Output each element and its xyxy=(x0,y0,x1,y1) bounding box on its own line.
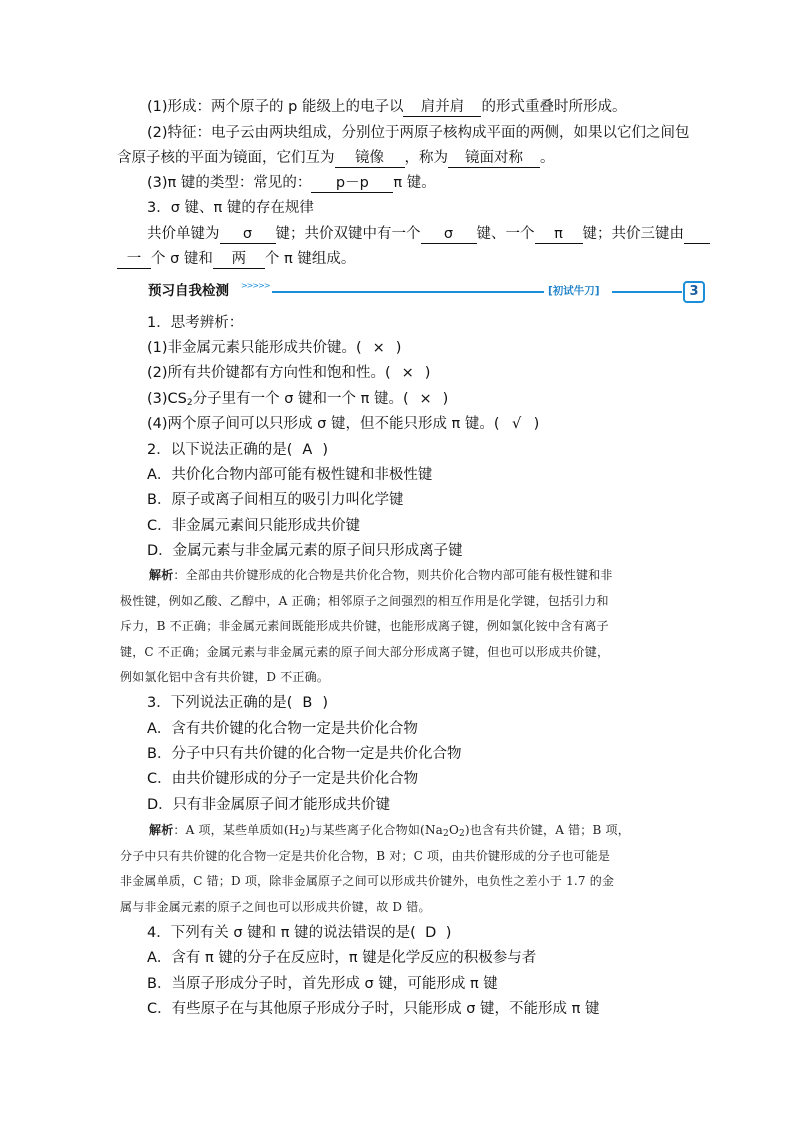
q3-explanation-line: 属与非金属元素的原子之间也可以形成共价键，故 D 错。 xyxy=(120,900,431,914)
answer: A xyxy=(302,442,313,458)
q1-item-1 xyxy=(147,338,401,358)
explanation-label: 解析 xyxy=(149,823,174,837)
text: 个 π 键组成。 xyxy=(264,251,356,267)
answer-blank: p－p xyxy=(311,174,393,193)
q2-option-d: D．金属元素与非金属元素的原子间只形成离子键 xyxy=(147,543,463,559)
q3-explanation-line xyxy=(149,821,630,843)
text: ) xyxy=(395,340,402,356)
explanation-label: 解析 xyxy=(149,568,174,582)
q3-option-b: B．分子中只有共价键的化合物一定是共价化合物 xyxy=(147,746,462,762)
subscript: 2 xyxy=(299,829,306,839)
q1-item-2 xyxy=(147,363,430,383)
text: 键；共价双键中有一个 xyxy=(275,226,421,242)
intro-line-feature: (2)特征：电子云由两块组成，分别位于两原子核构成平面的两侧，如果以它们之间包 xyxy=(147,125,690,141)
judgement-mark: × xyxy=(419,391,432,407)
text: ) xyxy=(322,442,329,458)
q1-item-4 xyxy=(147,414,539,434)
q4-option-c: C．有些原子在与其他原子形成分子时，只能形成 σ 键，不能形成 π 键 xyxy=(147,1001,600,1017)
text: (1)非金属元素只能形成共价键。( xyxy=(147,340,362,356)
banner-divider-right xyxy=(612,291,682,293)
q4-option-a: A．含有 π 键的分子在反应时，π 键是化学反应的积极参与者 xyxy=(147,950,537,966)
intro-line-pi-type xyxy=(147,173,436,193)
text: (3)CS xyxy=(147,391,187,407)
intro-line-triple-bond xyxy=(117,249,355,269)
text: 分子里有一个 σ 键和一个 π 键。( xyxy=(192,391,409,407)
subscript: 2 xyxy=(458,829,465,839)
text: (4)两个原子间可以只形成 σ 键，但不能只形成 π 键。( xyxy=(147,416,500,432)
text: ，称为 xyxy=(404,150,448,166)
subscript: 2 xyxy=(186,398,193,408)
q2-explanation-line: 键，C 不正确；金属元素与非金属元素的原子间大部分形成离子键，但也可以形成共价键， xyxy=(120,645,610,659)
q1-stem: 1．思考辨析： xyxy=(147,315,244,331)
answer-blank-continue xyxy=(684,225,710,244)
answer: B xyxy=(302,695,313,711)
q3-explanation-line: 非金属单质，C 错；D 项，除非金属原子之间可以形成共价键外，电负性之差小于 1.7 的金 xyxy=(120,874,615,888)
subscript: 2 xyxy=(443,829,449,839)
text: ) xyxy=(322,695,329,711)
q4-option-b: B．当原子形成分子时，首先形成 σ 键，可能形成 π 键 xyxy=(147,976,498,992)
text: 的形式重叠时所形成。 xyxy=(481,99,627,115)
text: ) xyxy=(424,365,431,381)
banner-arrows: >>>>> xyxy=(241,281,270,290)
q2-option-b: B．原子或离子间相互的吸引力叫化学键 xyxy=(147,492,404,508)
text: 2．以下说法正确的是( xyxy=(147,442,293,458)
text: )与某些离子化合物如(Na xyxy=(305,823,443,837)
q3-stem xyxy=(147,693,328,713)
section-banner xyxy=(148,280,706,302)
text: ：全部由共价键形成的化合物是共价化合物，则共价化合物内部可能有极性键和非 xyxy=(173,568,613,582)
banner-number: 3 xyxy=(683,281,705,303)
text: ) xyxy=(445,925,452,941)
answer-blank: 镜面对称 xyxy=(448,149,540,168)
answer-blank: 一 xyxy=(117,250,151,269)
intro-line-bond-rules xyxy=(147,224,710,244)
text: )也含有共价键，A 错；B 项， xyxy=(464,823,630,837)
q3-option-a: A．含有共价键的化合物一定是共价化合物 xyxy=(147,721,418,737)
q2-stem xyxy=(147,440,328,460)
judgement-mark: √ xyxy=(511,416,522,432)
text: (3)π 键的类型：常见的： xyxy=(147,175,312,191)
q2-option-a: A．共价化合物内部可能有极性键和非极性键 xyxy=(147,467,433,483)
text: (2)所有共价键都有方向性和饱和性。( xyxy=(147,365,391,381)
answer: D xyxy=(425,925,437,941)
banner-divider-left xyxy=(272,291,544,293)
q3-explanation-line: 分子中只有共价键的化合物一定是共价化合物，B 对；C 项，由共价键形成的分子也可能是 xyxy=(120,849,611,863)
answer-blank: π xyxy=(535,225,583,244)
answer-blank: 两 xyxy=(213,250,265,269)
q3-option-c: C．由共价键形成的分子一定是共价化合物 xyxy=(147,771,419,787)
text: 。 xyxy=(540,150,555,166)
text: π 键。 xyxy=(393,175,436,191)
text: 3．下列说法正确的是( xyxy=(147,695,293,711)
text: (1)形成：两个原子的 p 能级上的电子以 xyxy=(147,99,404,115)
intro-line-heading: 3．σ 键、π 键的存在规律 xyxy=(147,200,314,216)
text: 含原子核的平面为镜面，它们互为 xyxy=(117,150,335,166)
answer-blank: σ xyxy=(421,225,477,244)
answer-blank: 肩并肩 xyxy=(403,98,481,117)
text: 个 σ 键和 xyxy=(151,251,213,267)
q3-option-d: D．只有非金属原子间才能形成共价键 xyxy=(147,797,391,813)
text: 共价单键为 xyxy=(147,226,220,242)
banner-title: 预习自我检测 xyxy=(148,283,229,299)
text: ) xyxy=(533,416,540,432)
q4-stem xyxy=(147,923,451,943)
q2-explanation-line: 斥力，B 不正确；非金属元素间既能形成共价键，也能形成离子键，例如氯化铵中含有离子 xyxy=(120,619,609,633)
text: 键；共价三键由 xyxy=(582,226,684,242)
banner-tag: [初试牛刀] xyxy=(548,285,600,297)
q2-option-c: C．非金属元素间只能形成共价键 xyxy=(147,518,361,534)
q2-explanation-line xyxy=(149,566,613,584)
text: ：A 项，某些单质如(H xyxy=(173,823,300,837)
judgement-mark: × xyxy=(401,365,414,381)
answer-blank: 镜像 xyxy=(335,149,405,168)
q2-explanation-line: 极性键，例如乙酸、乙醇中，A 正确；相邻原子之间强烈的相互作用是化学键，包括引力和 xyxy=(120,594,609,608)
text: ) xyxy=(442,391,449,407)
q1-item-3 xyxy=(147,389,448,413)
text: 键、一个 xyxy=(476,226,535,242)
q2-explanation-line: 例如氯化铝中含有共价键，D 不正确。 xyxy=(120,670,330,684)
intro-line-mirror xyxy=(117,148,555,168)
text: 4．下列有关 σ 键和 π 键的说法错误的是( xyxy=(147,925,416,941)
intro-line-formation xyxy=(147,97,626,117)
judgement-mark: × xyxy=(372,340,385,356)
answer-blank: σ xyxy=(220,225,276,244)
text: O xyxy=(448,823,459,837)
